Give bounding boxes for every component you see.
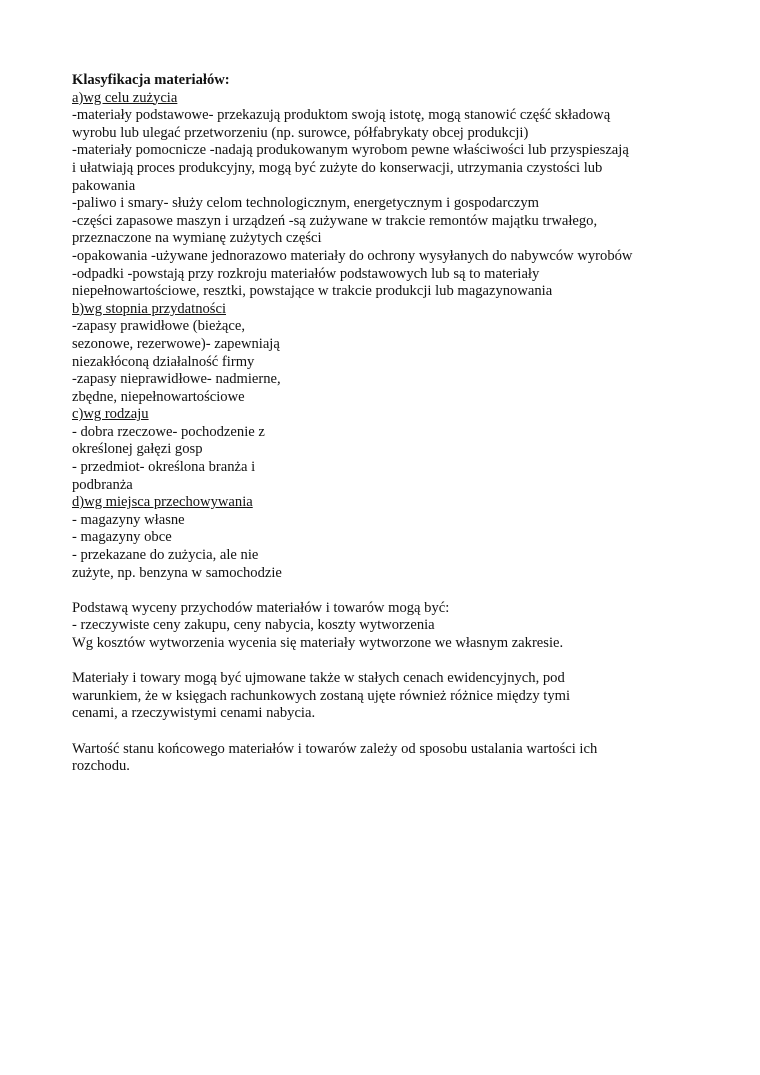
section-a-line: -paliwo i smary- służy celom technologicznym, energetycznym i gospodarczym: [72, 195, 539, 212]
document-title: Klasyfikacja materiałów:: [72, 72, 230, 88]
section-a-line: niepełnowartościowe, resztki, powstające w trakcie produkcji lub magazynowania: [72, 283, 553, 300]
paragraph-1-line: Podstawą wyceny przychodów materiałów i towarów mogą być:: [72, 599, 450, 616]
paragraph-spacer: [72, 653, 692, 671]
section-a-line: -materiały pomocnicze -nadają produkowanym wyrobom pewne właściwości lub przyspieszają: [72, 142, 629, 159]
section-a-line: -opakowania -używane jednorazowo materiały do ochrony wysyłanych do nabywców wyrobów: [72, 247, 633, 264]
section-a-line: -materiały podstawowe- przekazują produktom swoją istotę, mogą stanowić część składową: [72, 107, 611, 124]
section-b-line: zbędne, niepełnowartościowe: [72, 388, 245, 405]
section-a-line: -części zapasowe maszyn i urządzeń -są zużywane w trakcie remontów majątku trwałego,: [72, 212, 598, 229]
paragraph-spacer: [72, 723, 692, 741]
section-b-line: sezonowe, rezerwowe)- zapewniają: [72, 335, 280, 352]
section-a-line: i ułatwiają proces produkcyjny, mogą być zużyte do konserwacji, utrzymania czystości lub: [72, 159, 603, 176]
section-heading-b: b)wg stopnia przydatności: [72, 300, 227, 317]
section-b-line: -zapasy nieprawidłowe- nadmierne,: [72, 371, 281, 388]
paragraph-2-line: Materiały i towary mogą być ujmowane także w stałych cenach ewidencyjnych, pod: [72, 670, 565, 687]
section-a-line: pakowania: [72, 177, 136, 194]
section-a-line: przeznaczone na wymianę zużytych części: [72, 230, 322, 247]
section-heading-c: c)wg rodzaju: [72, 406, 149, 423]
section-c-line: - przedmiot- określona branża i: [72, 459, 256, 476]
paragraph-2-line: cenami, a rzeczywistymi cenami nabycia.: [72, 705, 316, 722]
section-b-line: -zapasy prawidłowe (bieżące,: [72, 318, 246, 335]
section-d-line: - przekazane do zużycia, ale nie: [72, 547, 259, 564]
section-d-line: zużyte, np. benzyna w samochodzie: [72, 564, 282, 581]
paragraph-2-line: warunkiem, że w księgach rachunkowych zostaną ujęte również różnice między tymi: [72, 687, 571, 704]
section-b-line: niezakłóconą działalność firmy: [72, 353, 255, 370]
section-heading-d: d)wg miejsca przechowywania: [72, 494, 253, 511]
section-c-line: podbranża: [72, 476, 133, 493]
section-c-line: - dobra rzeczowe- pochodzenie z: [72, 423, 265, 440]
section-c-line: określonej gałęzi gosp: [72, 441, 203, 458]
paragraph-spacer: [72, 582, 692, 600]
document-page: [72, 72, 692, 776]
paragraph-3-line: rozchodu.: [72, 758, 130, 775]
paragraph-1-line: - rzeczywiste ceny zakupu, ceny nabycia, koszty wytworzenia: [72, 617, 435, 634]
paragraph-3-line: Wartość stanu końcowego materiałów i towarów zależy od sposobu ustalania wartości ich: [72, 740, 598, 757]
section-a-line: wyrobu lub ulegać przetworzeniu (np. surowce, półfabrykaty obcej produkcji): [72, 124, 529, 141]
section-d-line: - magazyny obce: [72, 529, 172, 546]
paragraph-1-line: Wg kosztów wytworzenia wycenia się materiały wytworzone we własnym zakresie.: [72, 635, 564, 651]
section-heading-a: a)wg celu zużycia: [72, 89, 178, 106]
section-a-line: -odpadki -powstają przy rozkroju materiałów podstawowych lub są to materiały: [72, 265, 540, 282]
section-d-line: - magazyny własne: [72, 511, 185, 528]
